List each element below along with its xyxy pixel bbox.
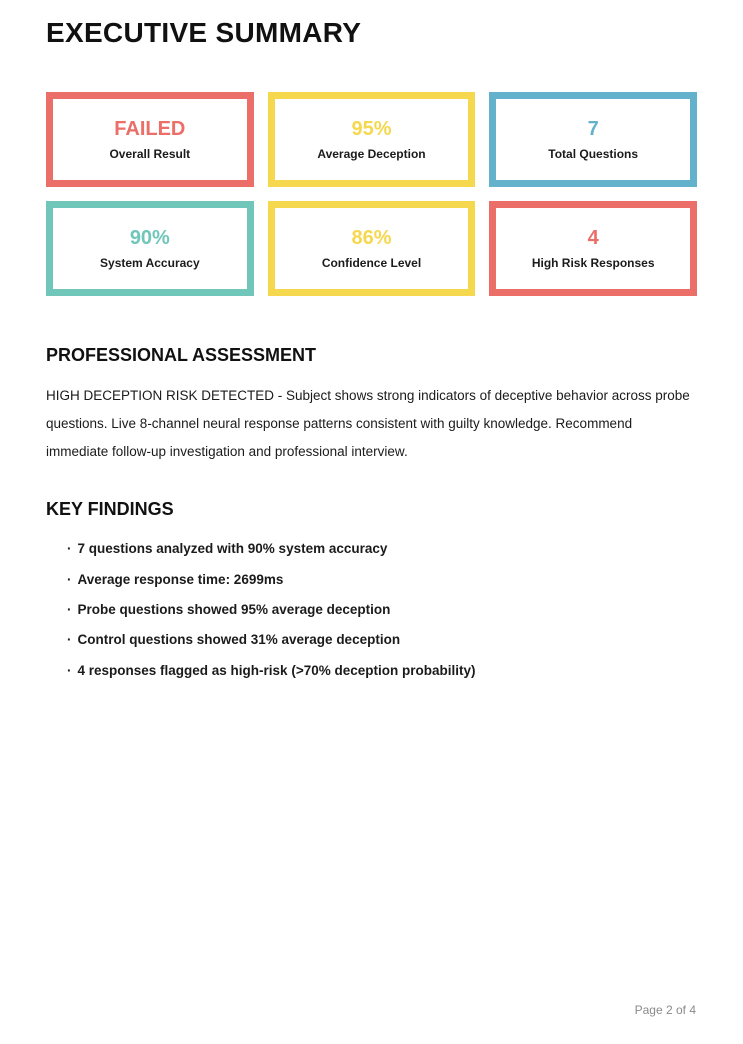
bullet-marker: ·: [67, 571, 72, 587]
bullet-marker: ·: [67, 541, 72, 557]
stat-value: 4: [587, 227, 599, 250]
stat-value: 90%: [129, 227, 170, 250]
finding-item: [67, 603, 697, 618]
stat-value: 95%: [351, 118, 392, 141]
stat-card-average-deception: [268, 92, 476, 187]
finding-text: Control questions showed 31% average deception: [77, 632, 401, 648]
page-number: Page 2 of 4: [634, 1003, 696, 1017]
findings-list: [46, 542, 697, 678]
key-findings-section: [46, 499, 697, 679]
stat-card-high-risk-responses: [489, 201, 697, 296]
finding-item: [67, 633, 697, 648]
stat-card-total-questions: [489, 92, 697, 187]
findings-heading: KEY FINDINGS: [46, 498, 174, 519]
stat-label: Average Deception: [317, 147, 426, 162]
finding-item: [67, 664, 697, 679]
finding-text: 4 responses flagged as high-risk (>70% deception probability): [77, 662, 476, 678]
stat-label: Overall Result: [109, 147, 191, 162]
stat-card-grid: [46, 92, 697, 296]
assessment-heading: PROFESSIONAL ASSESSMENT: [46, 345, 317, 366]
stat-card-overall-result: [46, 92, 254, 187]
professional-assessment-section: [46, 345, 697, 466]
assessment-body-text: HIGH DECEPTION RISK DETECTED - Subject shows strong indicators of deceptive behavior across probe questions. Live 8-channel neural response patterns consistent with guilty knowledge. Recommend immediate follow-up investigation and professional interview.: [46, 387, 690, 459]
stat-card-system-accuracy: [46, 201, 254, 296]
bullet-marker: ·: [67, 602, 72, 618]
stat-label: Total Questions: [548, 147, 639, 162]
stat-value: 7: [587, 118, 599, 141]
finding-item: [67, 542, 697, 557]
stat-value: 86%: [351, 227, 392, 250]
finding-item: [67, 573, 697, 588]
stat-label: Confidence Level: [321, 256, 422, 271]
bullet-marker: ·: [67, 632, 72, 648]
stat-card-confidence-level: [268, 201, 476, 296]
finding-text: Average response time: 2699ms: [77, 571, 284, 587]
stat-label: High Risk Responses: [531, 256, 655, 271]
stat-label: System Accuracy: [100, 256, 200, 271]
finding-text: 7 questions analyzed with 90% system accuracy: [77, 541, 388, 557]
page-title: EXECUTIVE SUMMARY: [46, 17, 362, 48]
finding-text: Probe questions showed 95% average deception: [77, 602, 391, 618]
stat-value: FAILED: [114, 118, 186, 141]
bullet-marker: ·: [67, 662, 72, 678]
